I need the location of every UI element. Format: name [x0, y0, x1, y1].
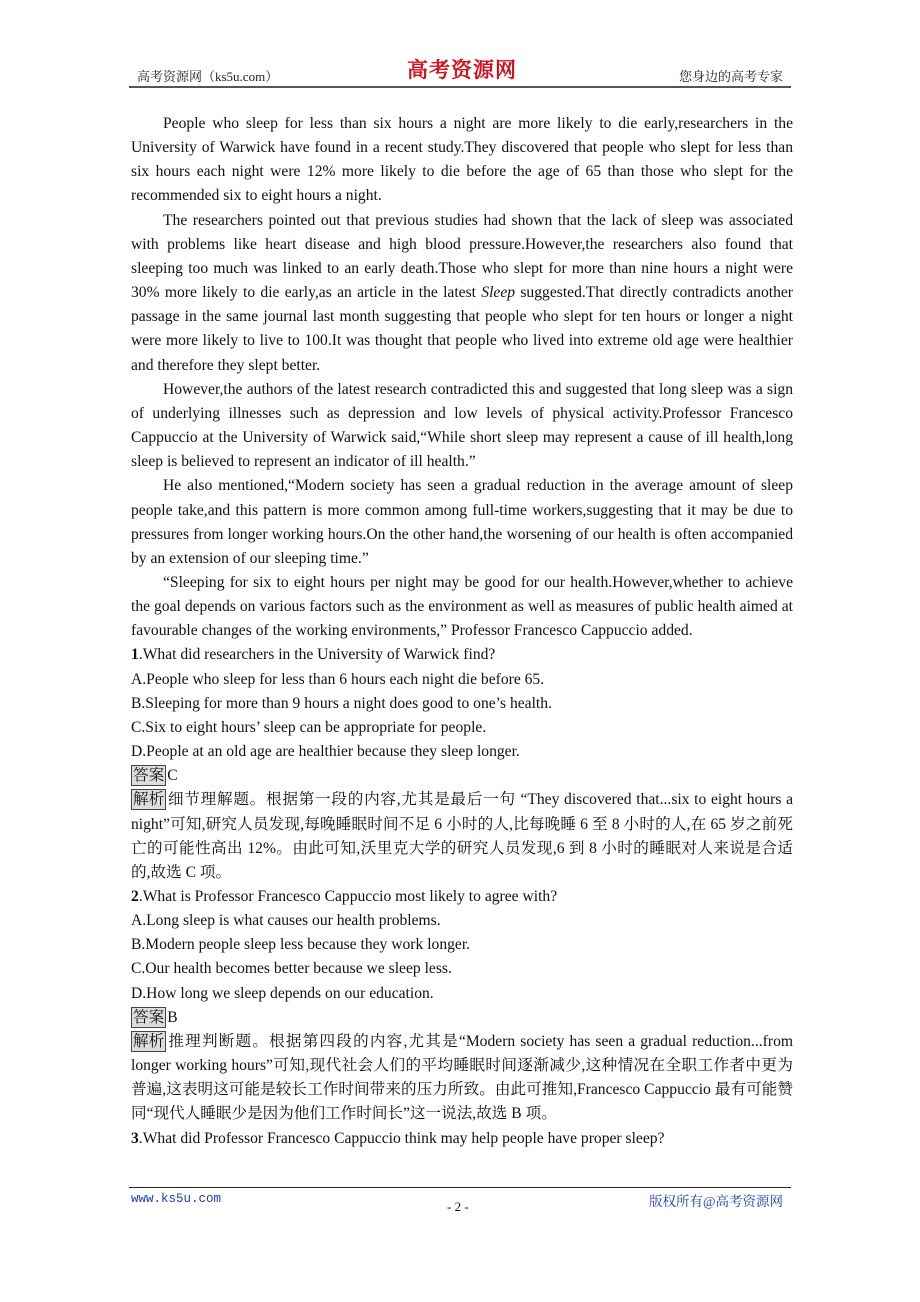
- analysis-text: 推理判断题。根据第四段的内容,尤其是“Modern society has seen a gradual reduction...from longer working hours”可知,现代社会人们的平均睡眠时间逐渐减少,这种情况在全职工作者中更为普遍,这表明这可能是较长工作时间带来的压力所致。由此可推知,Francesco Cappuccio 最有可能赞同“现代人睡眠少是因为他们工作时间长”这一说法,故选 B 项。: [131, 1032, 793, 1123]
- answer-line: [131, 764, 793, 788]
- page-header: [129, 58, 791, 88]
- passage-paragraph: He also mentioned,“Modern society has seen a gradual reduction in the average amount of sleep people take,and this pattern is more common among full-time workers,suggesting that it may be due to pressures from longer working hours.On the other hand,the worsening of our health is often accompanied by an extension of our sleeping time.”: [131, 477, 793, 567]
- analysis-tag: 解析: [133, 1032, 165, 1050]
- question-3: [131, 1127, 793, 1151]
- option: B.Modern people sleep less because they work longer.: [131, 936, 471, 954]
- question-number: 1: [131, 646, 139, 664]
- question-number: 3: [131, 1129, 139, 1147]
- analysis-block: [131, 1030, 793, 1127]
- header-slogan: 您身边的高考专家: [678, 69, 783, 84]
- answer-tag: 答案: [133, 1008, 165, 1026]
- answer-tag: 答案: [133, 767, 165, 785]
- document-body: [131, 112, 793, 1151]
- analysis-text: 细节理解题。根据第一段的内容,尤其是最后一句 “They discovered that...six to eight hours a night”可知,研究人员发现,每晚睡眠时间不足 6 小时的人,比每晚睡 6 至 8 小时的人,在 65 岁之前死亡的可能性高出 12%。由此可知,沃里克大学的研究人员发现,6 到 8 小时的睡眠对人来说是合适的,故选 C 项。: [131, 791, 793, 881]
- page-number: - 2 -: [447, 1199, 469, 1214]
- passage-paragraph: [131, 209, 793, 378]
- question-text: .What did Professor Francesco Cappuccio think may help people have proper sleep?: [138, 1129, 665, 1147]
- page-footer: [129, 1187, 791, 1214]
- answer-value: B: [167, 1008, 178, 1026]
- question-text: .What is Professor Francesco Cappuccio most likely to agree with?: [138, 888, 558, 905]
- header-site-name: 高考资源网（ks5u.com）: [137, 69, 279, 84]
- header-logo: 高考资源网: [407, 58, 517, 82]
- footer-copyright: 版权所有@高考资源网: [649, 1194, 783, 1209]
- option: C.Six to eight hours’ sleep can be appropriate for people.: [131, 718, 487, 736]
- option: B.Sleeping for more than 9 hours a night does good to one’s health.: [131, 694, 552, 712]
- option: A.Long sleep is what causes our health problems.: [131, 912, 441, 930]
- journal-name: Sleep: [481, 284, 516, 302]
- question-1: [131, 643, 793, 667]
- passage-paragraph: However,the authors of the latest research contradicted this and suggested that long sleep was a sign of underlying illnesses such as depression and low levels of physical activity.Professor Francesco Cappuccio at the University of Warwick said,“While short sleep may represent a cause of ill health,long sleep is believed to represent an indicator of ill health.”: [131, 380, 793, 471]
- question-number: 2: [131, 888, 139, 905]
- option: A.People who sleep for less than 6 hours each night die before 65.: [131, 670, 545, 688]
- passage-text: suggested.That directly contradicts another passage in the same journal last month suggesting that people who slept for ten hours or longer a night were more likely to live to 100.It was thought that people who lived into extreme old age were healthier and therefore they slept better.: [131, 284, 794, 374]
- answer-value: C: [167, 767, 178, 785]
- passage-paragraph: People who sleep for less than six hours a night are more likely to die early,researchers in the University of Warwick have found in a recent study.They discovered that people who slept for less than six hours each night were 12% more likely to die before the age of 65 than those who slept for the recommended six to eight hours a night.: [131, 115, 793, 205]
- analysis-tag: 解析: [133, 791, 165, 809]
- question-2: [131, 885, 793, 909]
- option: D.People at an old age are healthier because they sleep longer.: [131, 743, 520, 761]
- analysis-block: [131, 788, 793, 885]
- option: C.Our health becomes better because we sleep less.: [131, 960, 452, 978]
- question-text: .What did researchers in the University of Warwick find?: [138, 646, 496, 664]
- footer-website-link[interactable]: www.ks5u.com: [131, 1192, 222, 1206]
- passage-paragraph: “Sleeping for six to eight hours per night may be good for our health.However,whether to achieve the goal depends on various factors such as the environment as well as measures of public health aimed at favourable changes of the working environments,” Professor Francesco Cappuccio added.: [131, 573, 793, 640]
- answer-line: [131, 1006, 793, 1030]
- option: D.How long we sleep depends on our education.: [131, 984, 434, 1002]
- passage-text: The researchers pointed out that previous studies had shown that the lack of sleep was associated with problems like heart disease and high blood pressure.However,the researchers also found that sleeping too much was linked to an early death.Those who slept for more than nine hours a night were 30% more likely to die early,as an article in the latest: [131, 211, 793, 302]
